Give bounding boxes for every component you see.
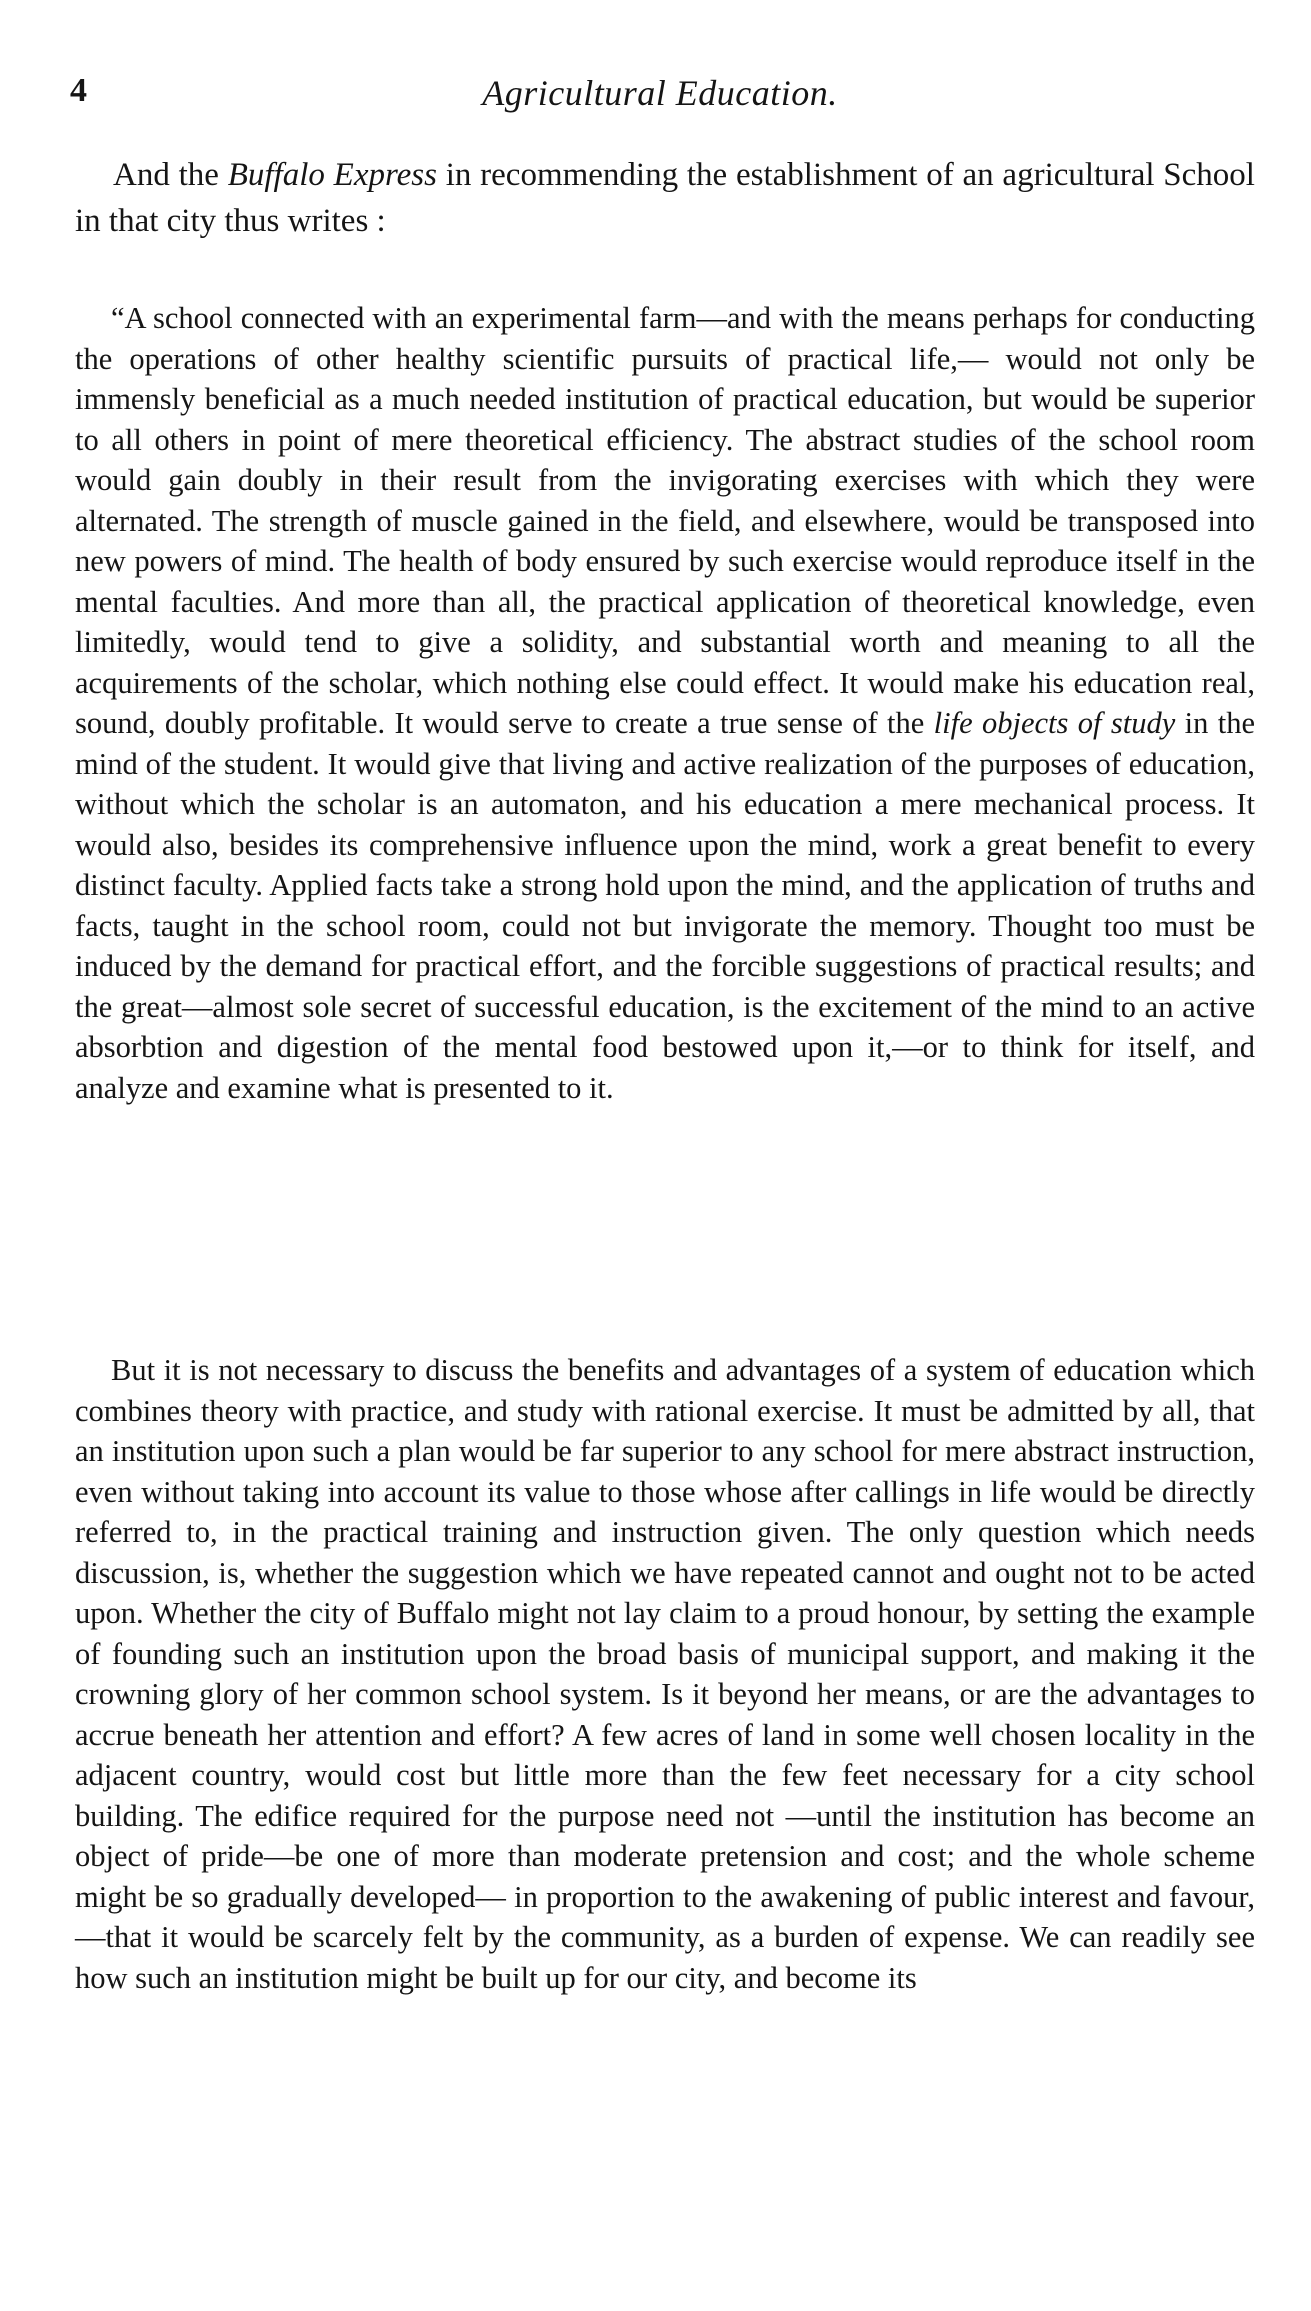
- newspaper-name: Buffalo Express: [227, 157, 437, 193]
- intro-text-before-source: And the: [113, 157, 228, 193]
- quoted-passage: [75, 298, 1255, 1108]
- intro-text-after-source: in recommending the establishment of an agricultural School in that city thus writes :: [75, 157, 1255, 239]
- quote-text-part2: in the mind of the student. It would give that living and active realization of the purposes of education, without which the scholar is an automaton, and his education a mere mechanical process. It would also, besides its comprehensive influence upon the mind, work a great benefit to every distinct faculty. Applied facts take a strong hold upon the mind, and the application of truths and facts, taught in the school room, could not but invigorate the memory. Thought too must be induced by the demand for practical effort, and the forcible suggestions of practical results; and the great—almost sole secret of successful education, is the excitement of the mind to an active absorbtion and digestion of the mental food bestowed upon it,—or to think for itself, and analyze and examine what is presented to it.: [75, 706, 1255, 1105]
- quote-text-part1: “A school connected with an experimental farm—and with the means perhaps for conducting the operations of other healthy scientific pursuits of practical life,— would not only be immensly beneficial as a much needed institution of practical education, but would be superior to all others in point of mere theoretical efficiency. The abstract studies of the school room would gain doubly in their result from the invigorating exercises with which they were alternated. The strength of muscle gained in the field, and elsewhere, would be transposed into new powers of mind. The health of body ensured by such exercise would reproduce itself in the mental faculties. And more than all, the practical application of theoretical knowledge, even limitedly, would tend to give a solidity, and substantial worth and meaning to all the acquirements of the scholar, which nothing else could effect. It would make his education real, sound, doubly profitable. It would serve to create a true sense of the: [75, 301, 1255, 740]
- page-number: 4: [70, 72, 87, 109]
- body-paragraph-text: But it is not necessary to discuss the benefits and advantages of a system of education which combines theory with practice, and study with rational exercise. It must be admitted by all, that an institution upon such a plan would be far superior to any school for mere abstract instruction, even without taking into account its value to those whose after callings in life would be directly referred to, in the practical training and instruction given. The only question which needs discussion, is, whether the suggestion which we have repeated cannot and ought not to be acted upon. Whether the city of Buffalo might not lay claim to a proud honour, by setting the example of founding such an institution upon the broad basis of municipal support, and making it the crowning glory of her common school system. Is it beyond her means, or are the advantages to accrue beneath her attention and effort? A few acres of land in some well chosen locality in the adjacent country, would cost but little more than the few feet necessary for a city school building. The edifice required for the purpose need not —until the institution has become an object of pride—be one of more than moderate pretension and cost; and the whole scheme might be so gradually developed— in proportion to the awakening of public interest and favour,—that it would be scarcely felt by the community, as a burden of expense. We can readily see how such an institution might be built up for our city, and become its: [75, 1353, 1255, 1995]
- page-header-title: Agricultural Education.: [482, 73, 838, 113]
- running-head: [70, 72, 1250, 122]
- quote-emphasis: life objects of study: [933, 706, 1176, 740]
- body-paragraph: [75, 1350, 1255, 1998]
- intro-paragraph: [75, 152, 1255, 244]
